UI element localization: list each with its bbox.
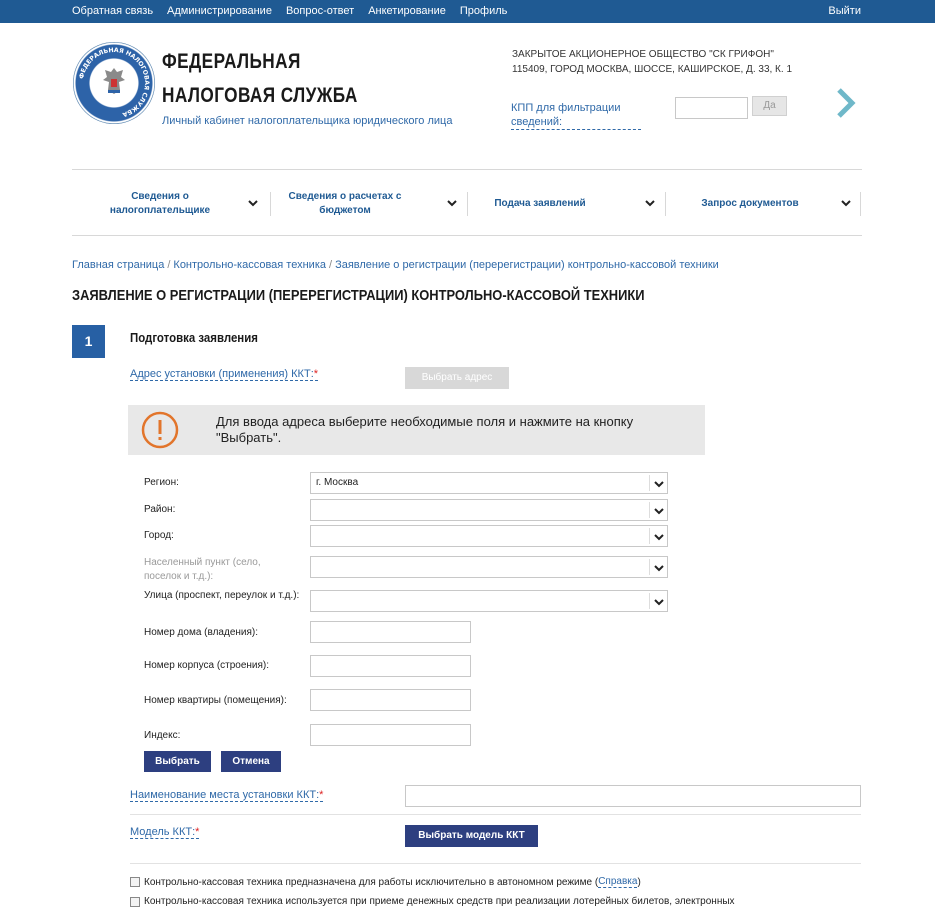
chevron-down-icon — [248, 198, 258, 208]
chevron-down-icon — [654, 597, 664, 607]
help-link[interactable]: Справка — [598, 876, 638, 887]
section-divider — [130, 814, 861, 815]
kpp-apply-button[interactable]: Да — [752, 96, 787, 116]
required-mark: * — [313, 368, 319, 380]
breadcrumb-separator: / — [329, 259, 333, 271]
kpp-input[interactable] — [675, 97, 748, 119]
cabinet-subtitle: Личный кабинет налогоплательщика юридического лица — [162, 115, 453, 127]
fns-title-line1: ФЕДЕРАЛЬНАЯ — [162, 50, 301, 73]
chevron-right-icon[interactable] — [834, 87, 858, 119]
autonomous-mode-text: Контрольно-кассовая техника предназначена для работы исключительно в автономном режиме ( — [144, 876, 599, 888]
warning-icon — [141, 411, 179, 449]
nav-submit-applications[interactable] — [485, 186, 655, 222]
select-divider — [649, 593, 650, 609]
chevron-down-icon — [645, 198, 655, 208]
postcode-input[interactable] — [310, 724, 471, 746]
address-label[interactable] — [130, 368, 318, 381]
settlement-select[interactable] — [310, 556, 668, 578]
street-select[interactable] — [310, 590, 668, 612]
address-notice-text: Для ввода адреса выберите необходимые поля и нажмите на кнопку "Выбрать". — [216, 414, 634, 445]
organization-address: 115409, ГОРОД МОСКВА, ШОССЕ, КАШИРСКОЕ, Д. 33, К. 1 — [512, 64, 793, 75]
kpp-filter-label[interactable]: КПП для фильтрации сведений: — [511, 101, 641, 130]
step-number-badge: 1 — [72, 325, 105, 358]
required-mark: * — [195, 826, 200, 838]
top-links — [72, 5, 507, 17]
autonomous-mode-tail: ) — [637, 876, 641, 888]
nav-separator — [270, 192, 271, 216]
eagle-icon — [101, 66, 127, 96]
building-label: Номер корпуса (строения): — [144, 660, 270, 671]
building-input[interactable] — [310, 655, 471, 677]
select-divider — [649, 559, 650, 575]
install-place-label[interactable] — [130, 789, 323, 802]
nav-separator — [665, 192, 666, 216]
select-divider — [649, 475, 650, 491]
nav-budget-settlements[interactable] — [285, 186, 455, 222]
house-label: Номер дома (владения): — [144, 627, 259, 638]
house-input[interactable] — [310, 621, 471, 643]
region-select[interactable] — [310, 472, 668, 494]
breadcrumb — [72, 259, 719, 271]
autonomous-mode-row — [130, 876, 641, 888]
faq-link[interactable]: Вопрос-ответ — [285, 5, 355, 17]
step-title: Подготовка заявления — [130, 330, 258, 345]
select-divider — [649, 528, 650, 544]
chevron-down-icon — [654, 506, 664, 516]
top-bar — [0, 0, 935, 23]
chevron-down-icon — [654, 479, 664, 489]
chevron-down-icon — [447, 198, 457, 208]
section-divider — [130, 863, 861, 864]
nav-request-documents[interactable] — [685, 186, 855, 222]
chevron-down-icon — [654, 563, 664, 573]
region-label: Регион: — [144, 477, 179, 488]
select-divider — [649, 502, 650, 518]
district-label: Район: — [144, 504, 176, 515]
organization-name: ЗАКРЫТОЕ АКЦИОНЕРНОЕ ОБЩЕСТВО "СК ГРИФОН" — [512, 49, 774, 60]
chevron-down-icon — [654, 532, 664, 542]
nav-request-documents-label: Запрос документов — [701, 198, 799, 209]
page-title: ЗАЯВЛЕНИЕ О РЕГИСТРАЦИИ (ПЕРЕРЕГИСТРАЦИИ) КОНТРОЛЬНО-КАССОВОЙ ТЕХНИКИ — [72, 287, 645, 304]
organization-info — [512, 47, 832, 77]
nav-taxpayer-info[interactable] — [100, 186, 255, 222]
breadcrumb-kkt[interactable]: Контрольно-кассовая техника — [173, 259, 326, 271]
breadcrumb-separator: / — [167, 259, 171, 271]
nav-divider-top — [72, 169, 862, 170]
nav-taxpayer-info-label: Сведения о налогоплательщике — [109, 191, 211, 216]
city-label: Город: — [144, 530, 174, 541]
survey-link[interactable]: Анкетирование — [368, 5, 446, 17]
lottery-row — [130, 896, 735, 907]
apartment-label: Номер квартиры (помещения): — [144, 695, 287, 706]
administration-link[interactable]: Администрирование — [167, 5, 272, 17]
nav-separator — [467, 192, 468, 216]
fns-emblem-logo[interactable] — [73, 42, 155, 124]
autonomous-mode-checkbox[interactable] — [130, 877, 140, 887]
nav-divider-bottom — [72, 235, 862, 236]
city-select[interactable] — [310, 525, 668, 547]
choose-kkt-model-button[interactable]: Выбрать модель ККТ — [405, 825, 538, 847]
choose-address-button[interactable]: Выбрать адрес — [405, 367, 509, 389]
postcode-label: Индекс: — [144, 730, 181, 741]
address-label-text: Адрес установки (применения) ККТ: — [130, 368, 314, 380]
install-place-input[interactable] — [405, 785, 861, 807]
apartment-input[interactable] — [310, 689, 471, 711]
select-button[interactable]: Выбрать — [144, 751, 211, 772]
svg-text:ФЕДЕРАЛЬНАЯ НАЛОГОВАЯ СЛУЖБА: ФЕДЕРАЛЬНАЯ НАЛОГОВАЯ СЛУЖБА — [78, 46, 151, 118]
address-notice — [128, 405, 705, 455]
settlement-label: Населенный пункт (село, поселок и т.д.): — [144, 557, 261, 582]
district-select[interactable] — [310, 499, 668, 521]
lottery-text: Контрольно-кассовая техника используется при приеме денежных средств при реализации лотерейных билетов, электронных — [144, 896, 735, 907]
nav-separator — [860, 192, 861, 216]
lottery-checkbox[interactable] — [130, 897, 140, 907]
breadcrumb-home[interactable]: Главная страница — [72, 259, 165, 271]
install-place-label-text: Наименование места установки ККТ: — [130, 789, 320, 801]
breadcrumb-current: Заявление о регистрации (перерегистрации) контрольно-кассовой техники — [335, 259, 719, 271]
region-value: г. Москва — [316, 477, 359, 488]
nav-submit-applications-label: Подача заявлений — [494, 198, 586, 209]
kkt-model-label[interactable] — [130, 826, 199, 839]
nav-budget-settlements-label: Сведения о расчетах с бюджетом — [288, 191, 402, 216]
street-label: Улица (проспект, переулок и т.д.): — [144, 590, 300, 601]
fns-title-line2: НАЛОГОВАЯ СЛУЖБА — [162, 84, 358, 107]
profile-link[interactable]: Профиль — [459, 5, 508, 17]
kkt-model-label-text: Модель ККТ: — [130, 826, 196, 838]
cancel-button[interactable]: Отмена — [221, 751, 281, 772]
logout-link[interactable]: Выйти — [828, 5, 861, 17]
feedback-link[interactable]: Обратная связь — [72, 5, 154, 17]
chevron-down-icon — [841, 198, 851, 208]
required-mark: * — [319, 789, 324, 801]
